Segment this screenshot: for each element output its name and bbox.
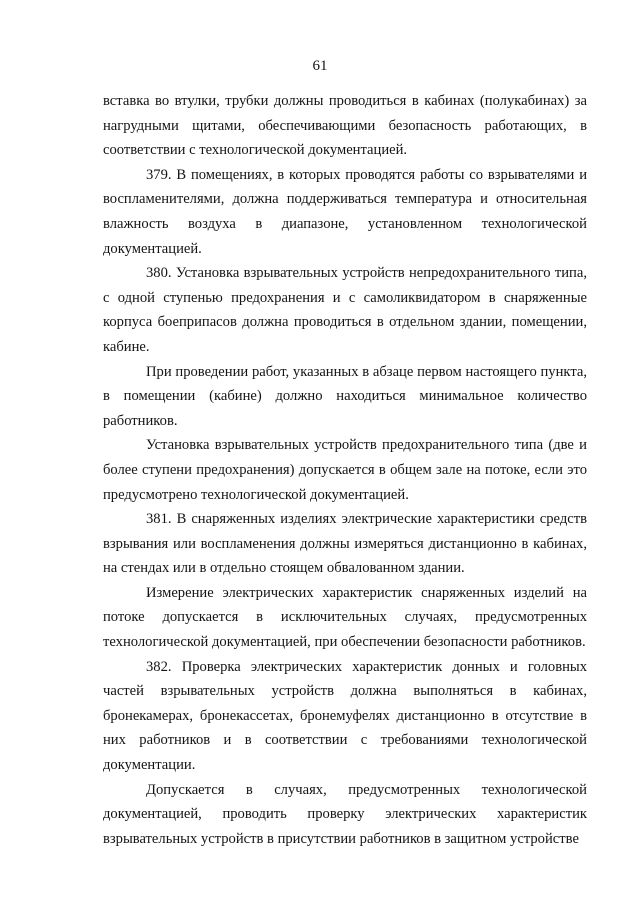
paragraph-382-allowed-cases: Допускается в случаях, предусмотренных технологической документацией, проводить проверку электрических характеристик взрывательных устройств в присутствии работников в защитном устройстве [103,781,587,847]
paragraph-380: 380. Установка взрывательных устройств непредохранительного типа, с одной ступенью предохранения и с самоликвидатором в снаряженные корпуса боеприпасов должна проводиться в отдельном здании, помещении, кабине. [103,265,587,355]
paragraph-382: 382. Проверка электрических характеристик донных и головных частей взрывательных устройств должна выполняться в кабинах, бронекамерах, бронекассетах, бронемуфелях дистанционно в отсутствие в них работников и в соответствии с требованиями технологической документации. [103,658,587,774]
paragraph-380-safety-fuses: Установка взрывательных устройств предохранительного типа (две и более ступени предохранения) допускается в общем зале на потоке, если это предусмотрено технологической документацией. [103,437,587,503]
paragraph-380-work-conditions: При проведении работ, указанных в абзаце первом настоящего пункта, в помещении (кабине) должно находиться минимальное количество работников. [103,363,587,429]
page-number: 61 [312,58,328,74]
paragraph-379: 379. В помещениях, в которых проводятся работы со взрывателями и воспламенителями, должна поддерживаться температура и относительная влажность воздуха в диапазоне, установленном технологической документацией. [103,166,587,257]
paragraph-continuation: вставка во втулки, трубки должны проводиться в кабинах (полукабинах) за нагрудными щитами, обеспечивающими безопасность работающих, в соответствии с технологической документацией. [103,93,587,159]
document-body [103,89,587,851]
paragraph-381: 381. В снаряженных изделиях электрические характеристики средств взрывания или воспламенения должны измеряться дистанционно в кабинах, на стендах или в отдельно стоящем обвалованном здании. [103,511,587,577]
paragraph-381-measurement: Измерение электрических характеристик снаряженных изделий на потоке допускается в исключительных случаях, предусмотренных технологической документацией, при обеспечении безопасности работников. [103,584,587,651]
